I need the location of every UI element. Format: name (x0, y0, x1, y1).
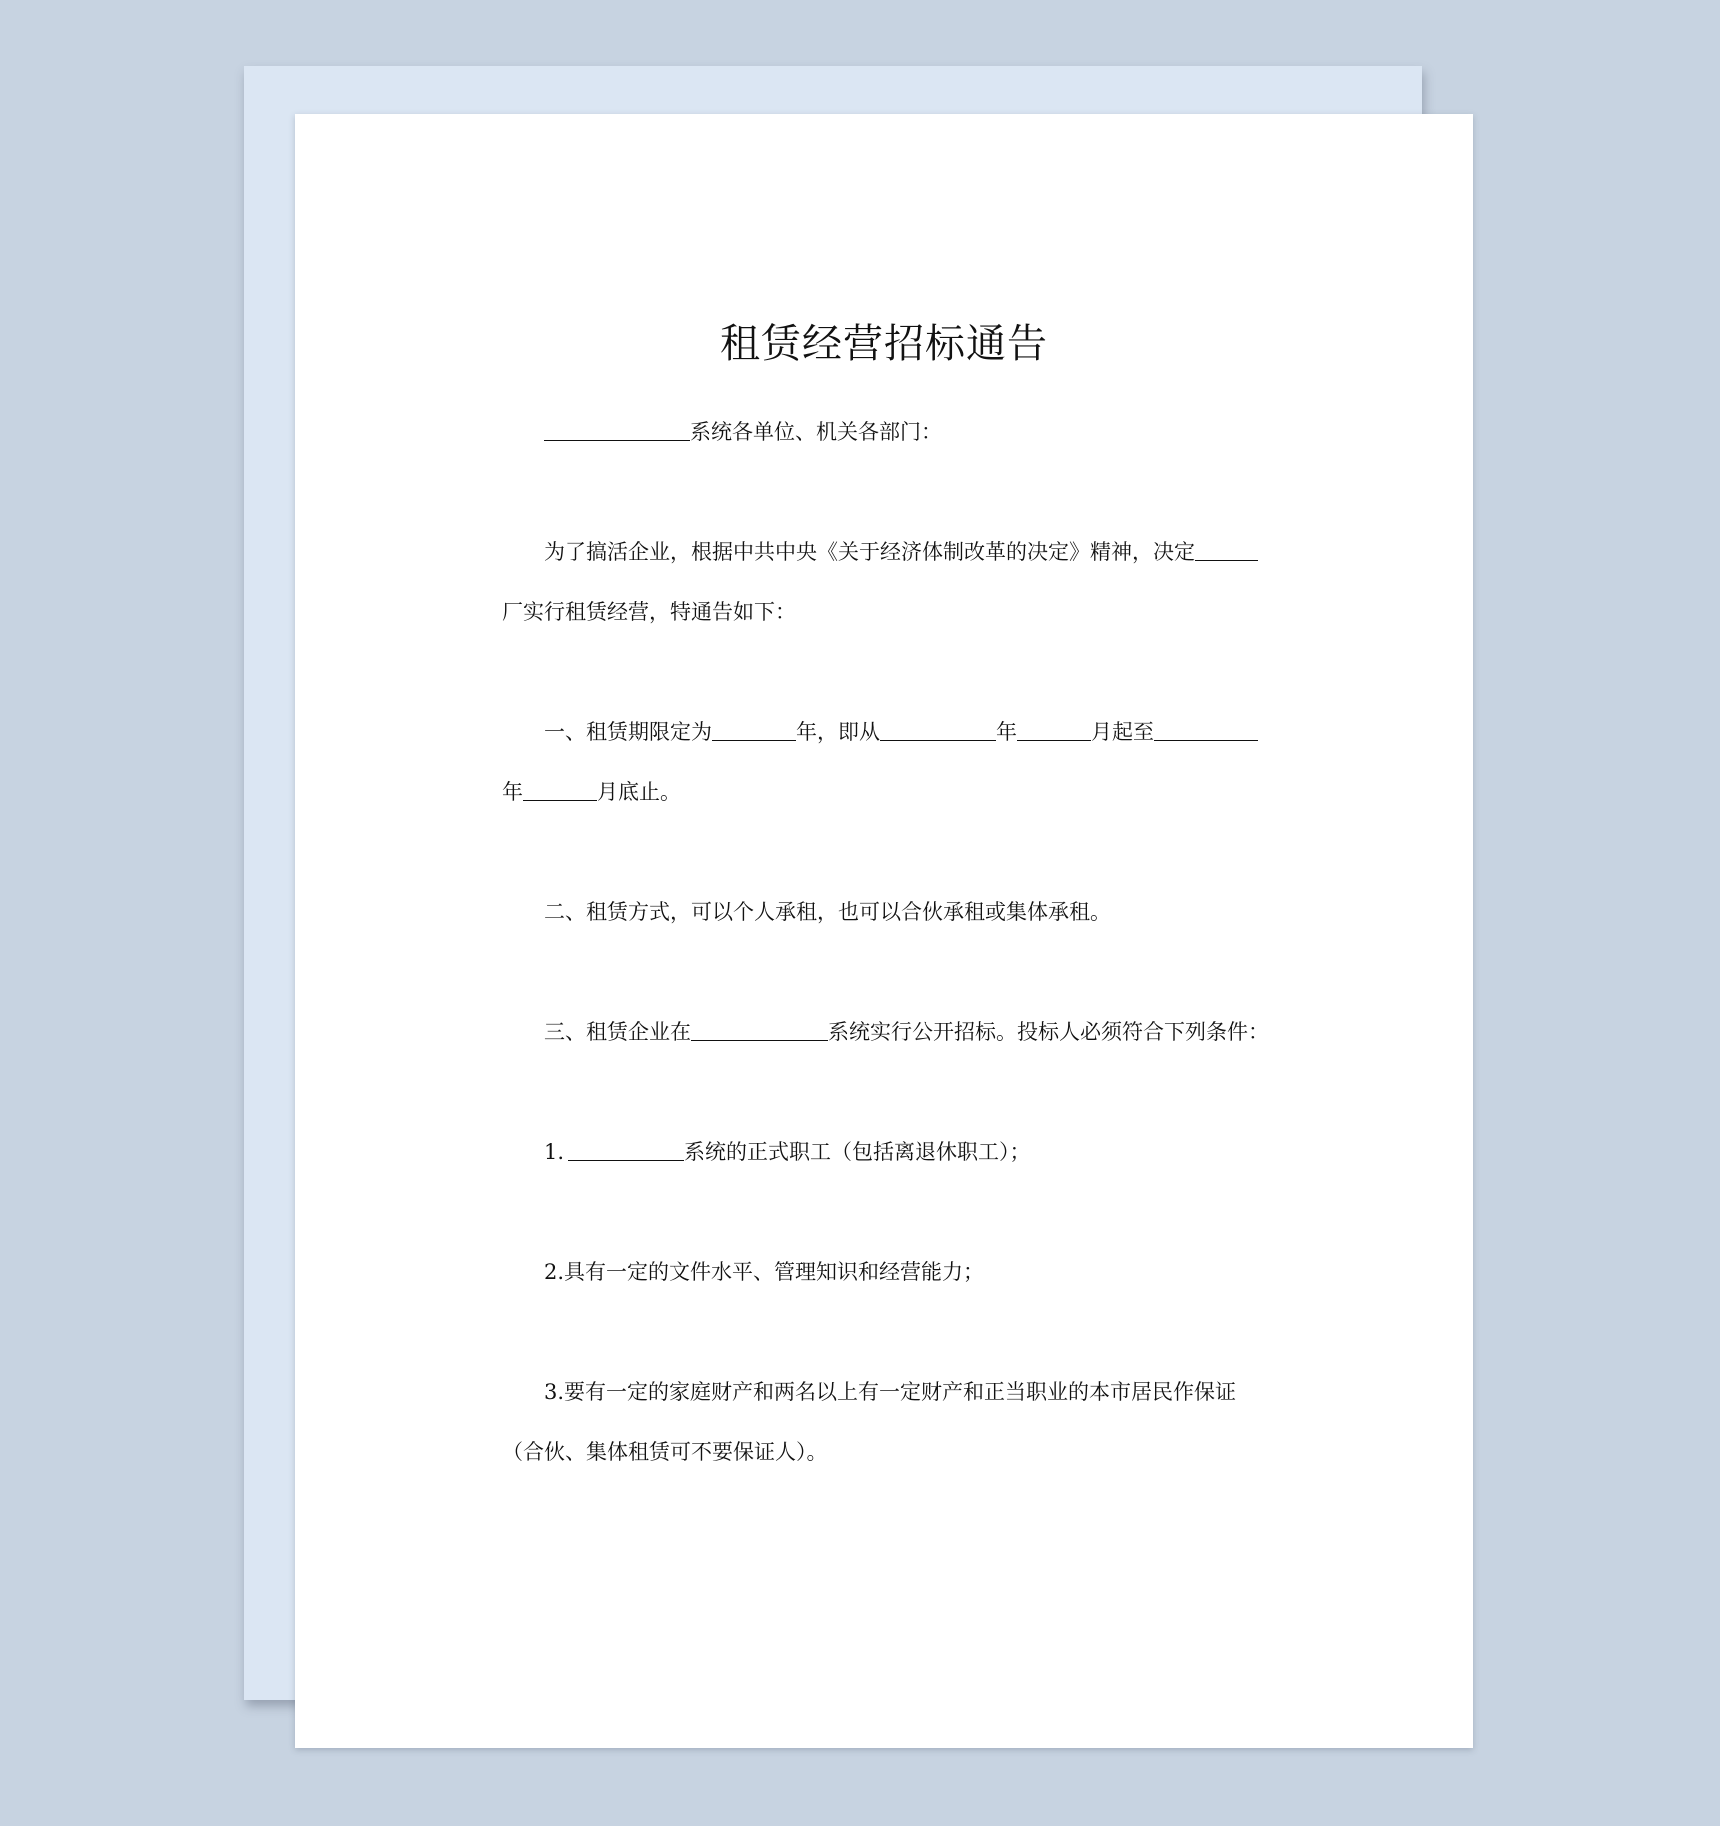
intro-text-1: 为了搞活企业，根据中共中央《关于经济体制改革的决定》精神，决定 (544, 540, 1195, 564)
item-1-end-year: 年 (502, 780, 523, 804)
condition-2-line (544, 1257, 984, 1287)
fill-blank[interactable] (523, 778, 597, 801)
fill-blank[interactable] (880, 718, 996, 741)
item-1-month-from: 月起至 (1091, 720, 1154, 744)
salutation-text: 系统各单位、机关各部门： (690, 420, 942, 444)
salutation-line (544, 417, 942, 447)
item-3-line (544, 1017, 1269, 1047)
condition-3-text-2: （合伙、集体租赁可不要保证人）。 (502, 1440, 828, 1464)
item-3-prefix: 三、租赁企业在 (544, 1020, 691, 1044)
item-1-line-1 (544, 717, 1258, 747)
condition-1-suffix: 系统的正式职工（包括离退休职工）； (684, 1140, 1031, 1164)
fill-blank[interactable] (1017, 718, 1091, 741)
item-1-year: 年 (996, 720, 1017, 744)
condition-3-line-2 (502, 1437, 828, 1467)
condition-3-text-1: 3.要有一定的家庭财产和两名以上有一定财产和正当职业的本市居民作保证 (544, 1380, 1237, 1404)
item-2-line (544, 897, 1111, 927)
item-1-end: 月底止。 (597, 780, 681, 804)
fill-blank[interactable] (1195, 538, 1258, 561)
item-1-year-from: 年，即从 (796, 720, 880, 744)
intro-text-2: 厂实行租赁经营，特通告如下： (502, 600, 796, 624)
document-title: 租赁经营招标通告 (720, 321, 1048, 367)
fill-blank[interactable] (568, 1138, 684, 1161)
condition-3-line-1 (544, 1377, 1236, 1407)
condition-1-prefix: 1. (544, 1140, 565, 1164)
item-3-suffix: 系统实行公开招标。投标人必须符合下列条件： (828, 1020, 1269, 1044)
intro-line-2 (502, 597, 796, 627)
intro-line-1 (544, 537, 1258, 567)
condition-1-line (544, 1137, 1031, 1167)
fill-blank[interactable] (691, 1018, 828, 1041)
item-1-line-2 (502, 777, 681, 807)
fill-blank[interactable] (1154, 718, 1258, 741)
document-page (295, 114, 1473, 1748)
fill-blank[interactable] (712, 718, 796, 741)
item-2-text: 二、租赁方式，可以个人承租，也可以合伙承租或集体承租。 (544, 900, 1111, 924)
condition-2-text: 2.具有一定的文件水平、管理知识和经营能力； (544, 1260, 985, 1284)
fill-blank[interactable] (544, 418, 690, 441)
item-1-prefix: 一、租赁期限定为 (544, 720, 712, 744)
